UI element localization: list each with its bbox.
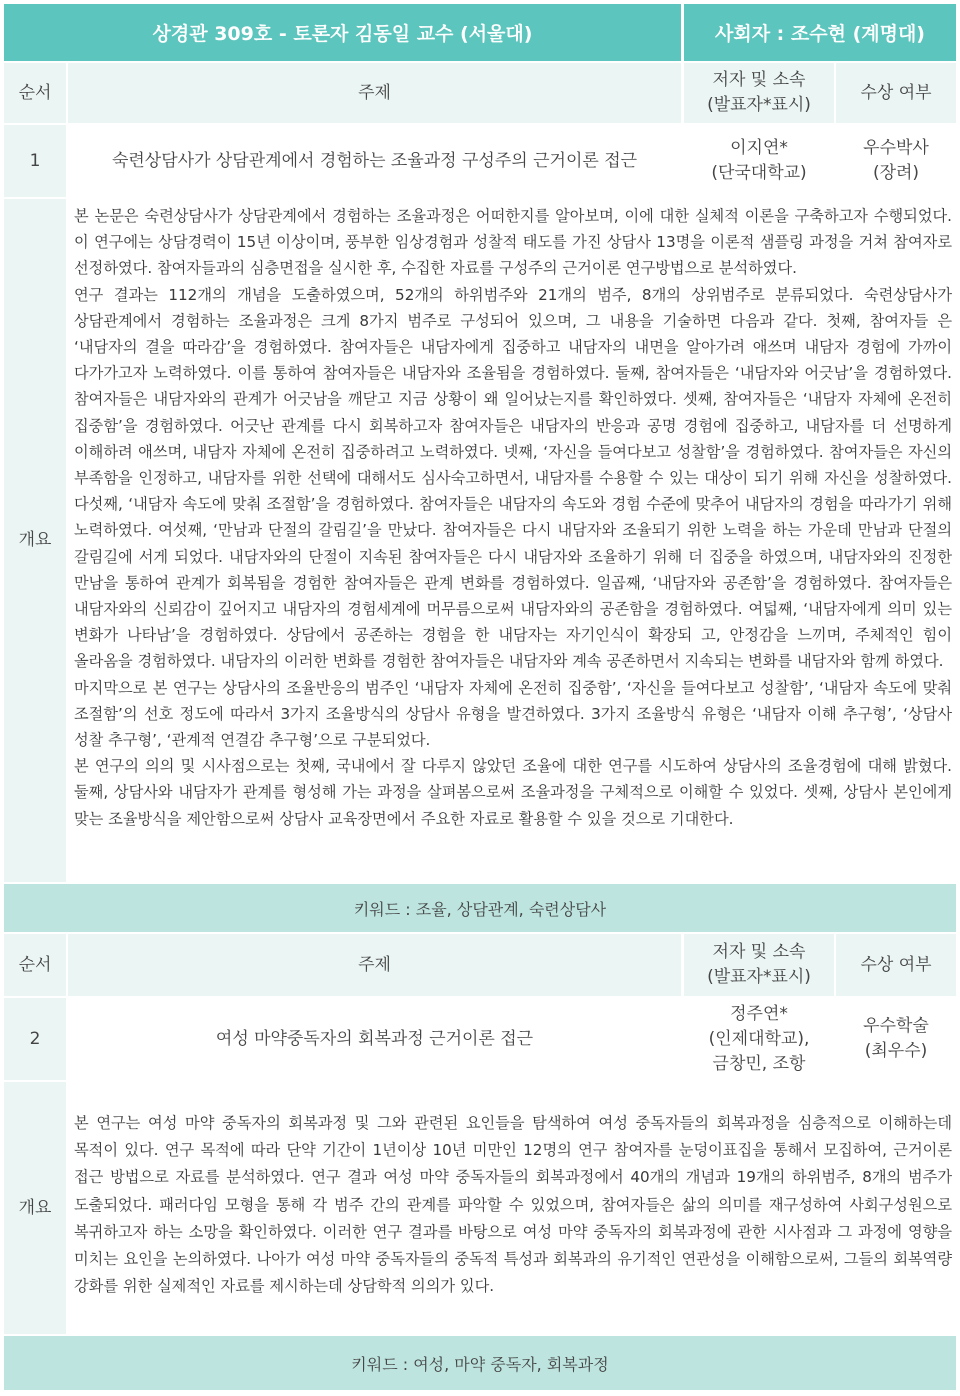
moderator-label: 사회자 : 조수현 (계명대) — [715, 23, 925, 45]
order-number: 1 — [29, 150, 41, 171]
author-name: 정주연* — [730, 1003, 788, 1024]
column-label-author: 저자 및 소속 — [712, 942, 806, 962]
column-header-author — [684, 63, 834, 123]
column-label-topic: 주제 — [358, 82, 391, 103]
abstract-paragraph: 연구 결과는 112개의 개념을 도출하였으며, 52개의 하위범주와 21개의 범주, 8개의 상위범주로 분류되었다. 숙련상담사가 상담관계에서 경험하는 조율과정은 크게 8가지 범주로 구성되어 있으며, 그 내용을 기술하면 다음과 같다. 첫째, 참여자들 은 ‘내담자의 결을 따라감’을 경험하였다. 참여자들은 내담자에게 집중하고 내담자의 내면을 알아가려 애쓰며 내담자 경험에 가까이 다가가고자 노력하였다. 이를 통하여 참여자들은 내담자와 조율됨을 경험하였다. 둘째, 참여자들은 ‘내담자와 어긋남’을 경험하였다. 참여자들은 내담자와의 관계가 어긋남을 깨닫고 지금 상황이 왜 일어났는지를 확인하였다. 셋째, 참여자들은 ‘내담자 자체에 온전히 집중함’을 경험하였다. 어긋난 관계를 다시 회복하고자 참여자들은 내담자의 반응과 공명 경험에 집중하고, 내담자를 더 선명하게 이해하려 애쓰며, 내담자 자체에 온전히 집중하려고 노력하였다. 넷째, ‘자신을 들여다보고 성찰함’을 경험하였다. 참여자들은 자신의 부족함을 인정하고, 내담자를 위한 선택에 대해서도 심사숙고하면서, 내담자를 수용할 수 있는 대상이 되기 위해 자신을 성찰하였다. 다섯째, ‘내담자 속도에 맞춰 조절함’을 경험하였다. 참여자들은 내담자의 속도와 경험 수준에 맞추어 내담자의 경험을 따라가기 위해 노력하였다. 여섯째, ‘만남과 단절의 갈림길’을 만났다. 참여자들은 다시 내담자와 조율되기 위한 노력을 하는 가운데 만남과 단절의 갈림길에 서게 되었다. 내담자와의 단절이 지속된 참여자들은 다시 내담자와 조율하기 위해 더 집중을 하였으며, 내담자와의 진정한 만남을 통하여 관계가 회복됨을 경험한 참여자들은 관계 변화를 경험하였다. 일곱째, ‘내담자와 공존함’을 경험하였다. 참여자들은 내담자와의 신뢰감이 깊어지고 내담자의 경험세계에 머무름으로써 내담자와의 공존함을 경험하였다. 여덟째, ‘내담자에게 의미 있는 변화가 나타남’을 경험하였다. 상담에서 공존하는 경험을 한 내담자는 자기인식이 확장되 고, 안정감을 느끼며, 주체적인 힘이 올라옴을 경험하였다. 내담자의 이러한 변화를 경험한 참여자들은 내담자와 계속 공존하면서 지속되는 변화를 내담자와 함께 하였다. — [74, 285, 952, 671]
paper-1-abstract — [68, 199, 956, 882]
moderator-header — [684, 4, 956, 61]
column-label-author: 저자 및 소속 — [712, 70, 806, 90]
column-header-topic-2 — [68, 934, 681, 996]
paper-1-award — [836, 125, 956, 197]
paper-1-keywords — [4, 884, 956, 932]
abstract-label: 개요 — [18, 530, 52, 550]
column-label-award: 수상 여부 — [860, 954, 932, 975]
column-header-order — [4, 63, 66, 123]
author-affiliation: (인제대학교), — [708, 1028, 810, 1049]
paper-2-author — [684, 998, 834, 1080]
award-name: 우수박사 — [863, 138, 929, 158]
paper-1-title — [68, 125, 681, 197]
award-level: (최우수) — [864, 1041, 928, 1061]
award-level: (장려) — [872, 163, 920, 183]
session-title: 상경관 309호 - 토론자 김동일 교수 (서울대) — [152, 23, 533, 45]
paper-title: 숙련상담사가 상담관계에서 경험하는 조율과정 구성주의 근거이론 접근 — [111, 150, 638, 171]
paper-2-abstract — [68, 1082, 956, 1334]
column-header-topic — [68, 63, 681, 123]
author-affiliation: (단국대학교) — [711, 163, 807, 183]
session-header — [4, 4, 681, 61]
paper-2-keywords — [4, 1336, 956, 1390]
order-number: 2 — [29, 1028, 41, 1049]
paper-2-abstract-label — [4, 1082, 66, 1334]
paper-title: 여성 마약중독자의 회복과정 근거이론 접근 — [215, 1028, 534, 1049]
paper-1-order — [4, 125, 66, 197]
column-label-topic: 주제 — [358, 954, 391, 975]
abstract-paragraph: 본 연구는 여성 마약 중독자의 회복과정 및 그와 관련된 요인들을 탐색하여 여성 중독자들의 회복과정을 심층적으로 이해하는데 목적이 있다. 연구 목적에 따라 단약 기간이 1년이상 10년 미만인 12명의 연구 참여자를 눈덩이표집을 통해서 모집하여, 근거이론 접근 방법으로 자료를 분석하였다. 연구 결과 여성 마약 중독자들의 회복과정에서 40개의 개념과 19개의 하위범주, 8개의 범주가 도출되었다. 패러다임 모형을 통해 각 범주 간의 관계를 파악할 수 있었으며, 참여자들은 삶의 의미를 재구성하여 사회구성원으로 복귀하고자 하는 소망을 확인하였다. 이러한 연구 결과를 바탕으로 여성 마약 중독자의 회복과정에 관한 시사점과 그 과정에 영향을 미치는 요인을 논의하였다. 나아가 여성 마약 중독자들의 중독적 특성과 회복과의 유기적인 연관성을 이해함으로써, 그들의 회복역량 강화를 위한 실제적인 자료를 제시하는데 상담학적 의의가 있다. — [74, 1114, 952, 1296]
paper-1-author — [684, 125, 834, 197]
column-header-order-2 — [4, 934, 66, 996]
keywords-text: 키워드 : 조율, 상담관계, 숙련상담사 — [353, 899, 607, 919]
column-header-award-2 — [836, 934, 956, 996]
paper-2-title — [68, 998, 681, 1080]
keywords-text: 키워드 : 여성, 마약 중독자, 회복과정 — [351, 1354, 609, 1374]
column-label-order: 순서 — [18, 954, 52, 975]
paper-2-order — [4, 998, 66, 1080]
column-label-author-note: (발표자*표시) — [707, 967, 811, 987]
column-header-award — [836, 63, 956, 123]
abstract-paragraph: 마지막으로 본 연구는 상담사의 조율반응의 범주인 ‘내담자 자체에 온전히 집중함’, ‘자신을 들여다보고 성찰함’, ‘내담자 속도에 맞춰 조절함’의 선호 정도에 따라서 3가지 조율방식의 상담사 유형을 발견하였다. 3가지 조율방식 유형은 ‘내담자 이해 추구형’, ‘상담사 성찰 추구형’, ‘관계적 연결감 추구형’으로 구분되었다. — [74, 678, 952, 750]
column-label-award: 수상 여부 — [860, 82, 932, 103]
author-name: 이지연* — [730, 138, 788, 158]
paper-1-abstract-label — [4, 199, 66, 882]
abstract-label: 개요 — [18, 1197, 52, 1218]
award-name: 우수학술 — [863, 1016, 929, 1036]
column-label-order: 순서 — [18, 82, 52, 103]
abstract-paragraph: 본 연구의 의의 및 시사점으로는 첫째, 국내에서 잘 다루지 않았던 조율에 대한 연구를 시도하여 상담사의 조율경험에 대해 밝혔다. 둘째, 상담사와 내담자가 관계를 형성해 가는 과정을 살펴봄으로써 조율과정을 구체적으로 이해할 수 있었다. 셋째, 상담사 본인에게 맞는 조율방식을 제안함으로써 상담사 교육장면에서 주요한 자료로 활용할 수 있을 것으로 기대한다. — [74, 757, 952, 828]
abstract-paragraph: 본 논문은 숙련상담사가 상담관계에서 경험하는 조율과정은 어떠한지를 알아보며, 이에 대한 실체적 이론을 구축하고자 수행되었다. 이 연구에는 상담경력이 15년 이상이며, 풍부한 임상경험과 성찰적 태도를 가진 상담사 13명을 이론적 샘플링 과정을 거쳐 참여자로 선정하였다. 참여자들과의 심층면접을 실시한 후, 수집한 자료를 구성주의 근거이론 연구방법으로 분석하였다. — [74, 207, 952, 278]
column-label-author-note: (발표자*표시) — [707, 95, 811, 115]
co-authors: 금창민, 조항 — [712, 1053, 806, 1074]
paper-2-award — [836, 998, 956, 1080]
column-header-author-2 — [684, 934, 834, 996]
